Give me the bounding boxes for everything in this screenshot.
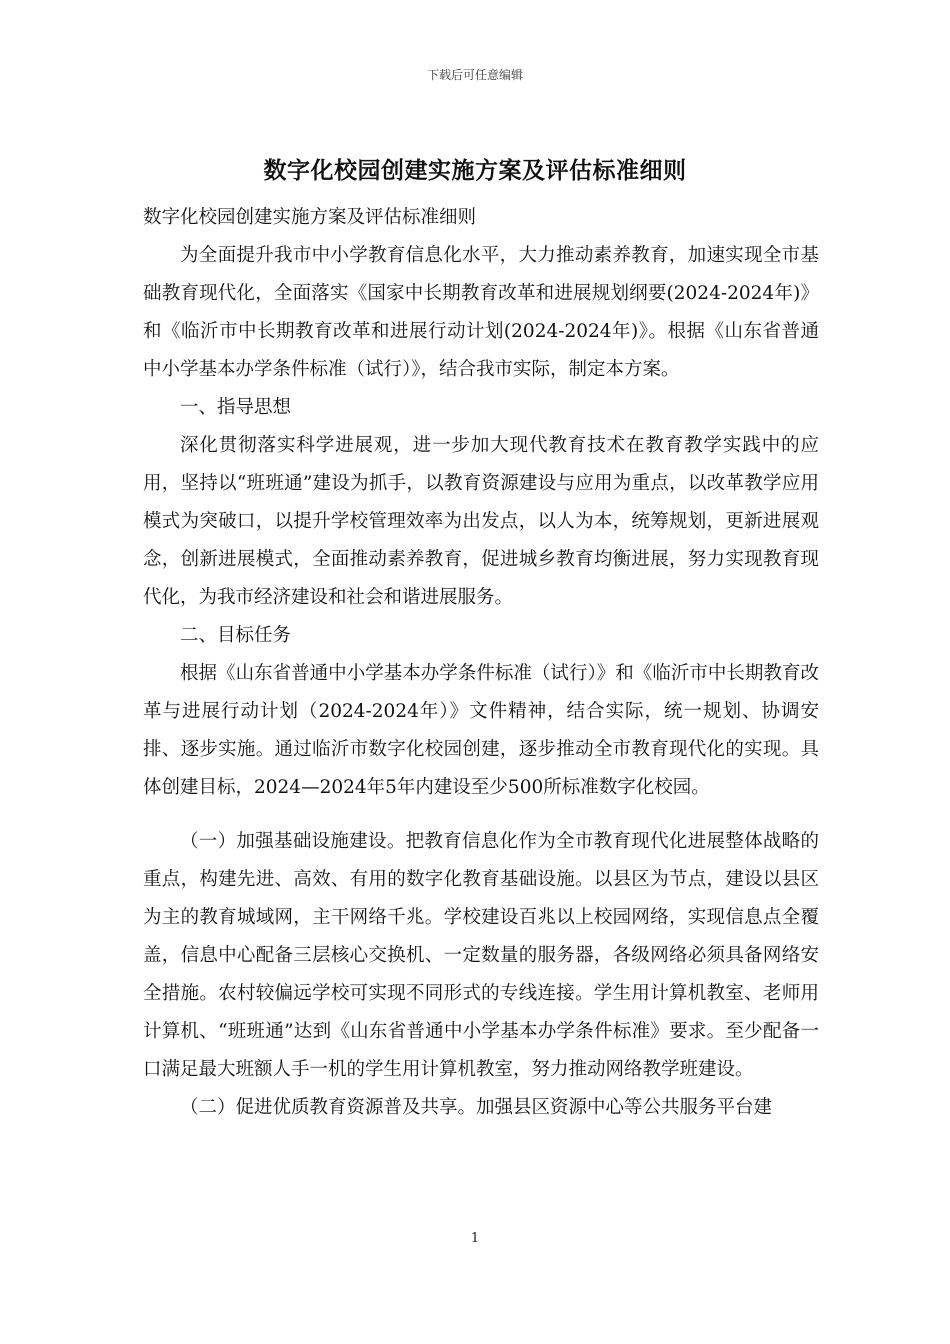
infrastructure-paragraph: （一）加强基础设施建设。把教育信息化作为全市教育现代化进展整体战略的重点，构建先进、高效、有用的数字化教育基础设施。以县区为节点，建设以县区为主的教育城域网，主干网络千兆。学校建设百兆以上校园网络，实现信息点全覆盖，信息中心配备三层核心交换机、一定数量的服务器，各级网络必须具备网络安全措施。农村较偏远学校可实现不同形式的专线连接。学生用计算机教室、老师用计算机、“班班通”达到《山东省普通中小学基本办学条件标准》要求。至少配备一口满足最大班额人手一机的学生用计算机教室，努力推动网络教学班建设。 (143, 831, 819, 1080)
section-heading-guiding-ideology: 一、指导思想 (180, 397, 292, 418)
document-body (143, 199, 819, 1127)
subtitle-paragraph: 数字化校园创建实施方案及评估标准细则 (143, 207, 477, 228)
goals-paragraph: 根据《山东省普通中小学基本办学条件标准（试行）》和《临沂市中长期教育改革与进展行动计划（2024-2024年）》文件精神，结合实际，统一规划、协调安排、逐步实施。通过临沂市数字化校园创建，逐步推动全市教育现代化的实现。具体创建目标，2024—2024年5年内建设至少500所标准数字化校园。 (143, 663, 819, 798)
page-header-note: 下载后可任意编辑 (426, 68, 523, 82)
section-heading-goals: 二、目标任务 (180, 625, 292, 646)
intro-paragraph: 为全面提升我市中小学教育信息化水平，大力推动素养教育，加速实现全市基础教育现代化，全面落实《国家中长期教育改革和进展规划纲要(2024-2024年)》和《临沂市中长期教育改革和进展行动计划(2024-2024年)》。根据《山东省普通中小学基本办学条件标准（试行）》，结合我市实际，制定本方案。 (143, 245, 819, 380)
guiding-ideology-paragraph: 深化贯彻落实科学进展观，进一步加大现代教育技术在教育教学实践中的应用，坚持以“班班通”建设为抓手，以教育资源建设与应用为重点，以改革教学应用模式为突破口，以提升学校管理效率为出发点，以人为本，统筹规划，更新进展观念，创新进展模式，全面推动素养教育，促进城乡教育均衡进展，努力实现教育现代化，为我市经济建设和社会和谐进展服务。 (143, 435, 819, 608)
document-title: 数字化校园创建实施方案及评估标准细则 (263, 157, 687, 184)
resources-paragraph: （二）促进优质教育资源普及共享。加强县区资源中心等公共服务平台建 (180, 1097, 773, 1118)
page-number: 1 (470, 1231, 480, 1246)
